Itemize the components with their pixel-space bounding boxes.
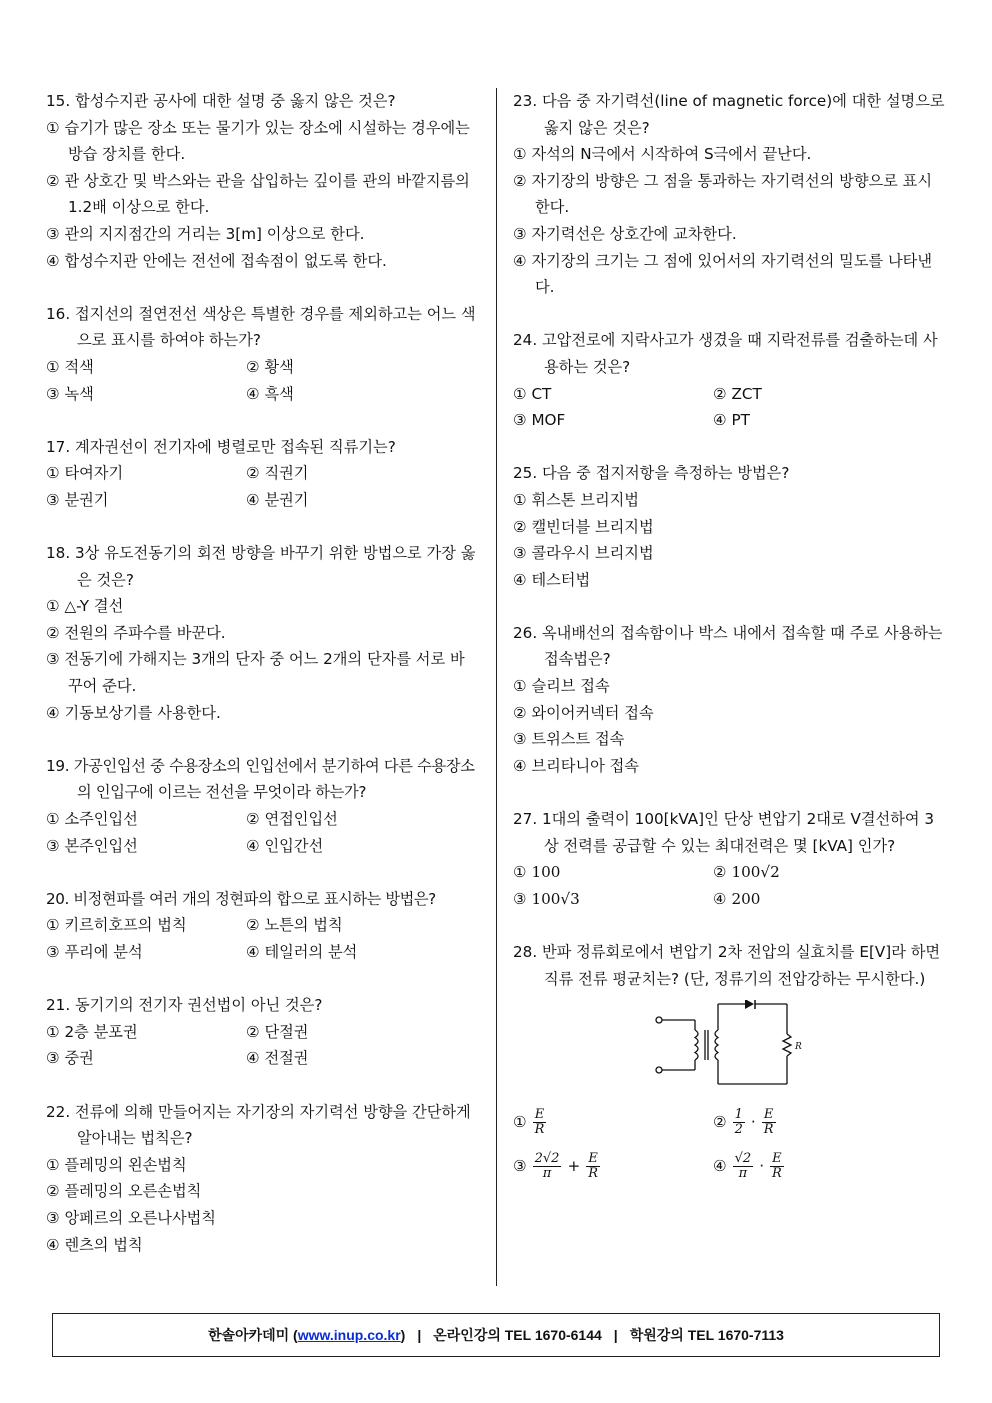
question-23 [513, 88, 945, 301]
question-stem: 27. 1대의 출력이 100[kVA]인 단상 변압기 2대로 V결선하여 3상 전력를 공급할 수 있는 최대전력은 몇 [kVA] 인가? [513, 810, 935, 855]
separator: | [417, 1327, 422, 1343]
option: ② 황색 [246, 357, 294, 376]
offline-phone: 학원강의 TEL 1670-7113 [629, 1327, 784, 1343]
question-17 [46, 434, 478, 514]
option: ② 와이어커넥터 접속 [513, 703, 654, 722]
fraction: $\frac{2√2}{\pi}$ [534, 1150, 560, 1181]
option: ③ 분권기 [46, 490, 109, 509]
academy-name: 한솔아카데미 ( [208, 1327, 298, 1343]
option: ④ 테스터법 [513, 570, 591, 589]
option: ③ 관의 지지점간의 거리는 3[m] 이상으로 한다. [46, 224, 365, 243]
resistor-label: R [795, 1042, 802, 1053]
option: ③ 앙페르의 오른나사법칙 [46, 1208, 216, 1227]
option: ② 단절권 [246, 1022, 309, 1041]
option: ④ $\frac{√2}{\pi}$ · $\frac{E}{R}$ [713, 1150, 782, 1181]
question-21 [46, 992, 478, 1072]
option: ④ 합성수지관 안에는 전선에 접속점이 없도록 한다. [46, 251, 387, 270]
option: ① △-Y 결선 [46, 597, 124, 616]
footer-banner: 한솔아카데미 ( www.inup.co.kr ) | 온라인강의 TEL 1670-6144 | 학원강의 TEL 1670-7113 [52, 1313, 940, 1357]
option: ③ MOF [513, 411, 566, 430]
option: ② ZCT [713, 384, 762, 403]
half-wave-rectifier-circuit-diagram [653, 1000, 803, 1090]
question-stem: 20. 비정현파를 여러 개의 정현파의 합으로 표시하는 방법은? [46, 889, 436, 908]
option: ③ 중권 [46, 1049, 94, 1068]
option: ① 슬리브 접속 [513, 677, 610, 696]
option: ① CT [513, 384, 552, 403]
question-stem: 16. 접지선의 절연전선 색상은 특별한 경우를 제외하고는 어느 색으로 표시를 하여야 하는가? [46, 304, 476, 350]
option: ① 소주인입선 [46, 810, 138, 829]
left-column [46, 88, 478, 1285]
option: ① 적색 [46, 357, 94, 376]
option: ① 타여자기 [46, 464, 124, 483]
question-19 [46, 753, 478, 859]
question-20 [46, 886, 478, 966]
option: ③ 본주인입선 [46, 836, 138, 855]
question-22 [46, 1099, 478, 1259]
option: ④ 브리타니아 접속 [513, 756, 639, 775]
question-26 [513, 620, 945, 780]
option: ③ 100√3 [513, 889, 580, 908]
question-stem: 22. 전류에 의해 만들어지는 자기장의 자기력선 방향을 간단하게 알아내는 법칙은? [46, 1102, 471, 1148]
question-stem: 24. 고압전로에 지락사고가 생겼을 때 지락전류를 검출하는데 사용하는 것은? [513, 331, 938, 376]
question-25 [513, 460, 945, 593]
option: ② 전원의 주파수를 바꾼다. [46, 623, 226, 642]
right-column [513, 88, 945, 1215]
option: ③ 전동기에 가해지는 3개의 단자 중 어느 2개의 단자를 서로 바꾸어 준다. [46, 650, 465, 696]
option: ② 연접인입선 [246, 810, 338, 829]
option: ④ 기동보상기를 사용한다. [46, 703, 221, 722]
option: ④ 테일러의 분석 [246, 943, 358, 961]
option: ④ 200 [713, 889, 761, 908]
option: ② 캘빈더블 브리지법 [513, 517, 654, 536]
option: ④ 인입간선 [246, 836, 324, 855]
question-18 [46, 540, 478, 726]
question-stem: 26. 옥내배선의 접속함이나 박스 내에서 접속할 때 주로 사용하는 접속법은? [513, 623, 943, 669]
question-27 [513, 806, 945, 912]
question-stem: 25. 다음 중 접지저항을 측정하는 방법은? [513, 464, 790, 483]
option: ② $\frac{1}{2}$ · $\frac{E}{R}$ [713, 1106, 774, 1137]
option: ② 노튼의 법칙 [246, 916, 343, 935]
option: ② 100√2 [713, 863, 780, 882]
option: ① 플레밍의 왼손법칙 [46, 1155, 187, 1174]
fraction: $\frac{E}{R}$ [772, 1150, 782, 1181]
option: ④ PT [713, 411, 750, 430]
question-16 [46, 301, 478, 407]
option: ④ 흑색 [246, 384, 294, 403]
question-stem: 19. 가공인입선 중 수용장소의 인입선에서 분기하여 다른 수용장소의 인입구에 이르는 전선을 무엇이라 하는가? [46, 756, 475, 802]
option: ③ 자기력선은 상호간에 교차한다. [513, 224, 737, 243]
question-stem: 28. 반파 정류회로에서 변압기 2차 전압의 실효치를 E[V]라 하면 직류 전류 평균치는? (단, 정류기의 전압강하는 무시한다.) [513, 943, 941, 988]
option: ② 직권기 [246, 464, 309, 483]
option: ③ 콜라우시 브리지법 [513, 544, 654, 563]
question-15 [46, 88, 478, 274]
question-stem: 18. 3상 유도전동기의 회전 방향을 바꾸기 위한 방법으로 가장 옳은 것은? [46, 544, 476, 589]
option: ③ $\frac{2√2}{\pi}$ + $\frac{E}{R}$ [513, 1150, 598, 1181]
question-stem: 23. 다음 중 자기력선(line of magnetic force)에 대한 설명으로 옳지 않은 것은? [513, 92, 945, 137]
option: ① $\frac{E}{R}$ [513, 1106, 545, 1137]
option: ① 키르히호프의 법칙 [46, 916, 187, 935]
option: ④ 분권기 [246, 490, 309, 509]
option: ② 플레밍의 오른손법칙 [46, 1182, 202, 1201]
fraction: $\frac{E}{R}$ [588, 1150, 598, 1181]
option: ③ 녹색 [46, 384, 94, 403]
option: ② 자기장의 방향은 그 점을 통과하는 자기력선의 방향으로 표시한다. [513, 171, 933, 217]
website-link[interactable]: www.inup.co.kr [297, 1327, 401, 1343]
fraction: $\frac{1}{2}$ [734, 1106, 743, 1137]
question-stem: 15. 합성수지관 공사에 대한 설명 중 옳지 않은 것은? [46, 92, 396, 110]
question-28 [513, 939, 945, 1188]
option: ③ 푸리에 분석 [46, 943, 143, 961]
option: ① 2층 분포권 [46, 1022, 138, 1041]
diode-icon [745, 1000, 754, 1009]
question-stem: 21. 동기기의 전기자 권선법이 아닌 것은? [46, 996, 323, 1015]
option: ① 자석의 N극에서 시작하여 S극에서 끝난다. [513, 145, 812, 164]
separator: | [613, 1327, 618, 1343]
option: ④ 자기장의 크기는 그 점에 있어서의 자기력선의 밀도를 나타낸다. [513, 251, 933, 297]
option: ② 관 상호간 및 박스와는 관을 삽입하는 깊이를 관의 바깥지름의 1.2배 이상으로 한다. [46, 171, 470, 217]
question-stem: 17. 계자권선이 전기자에 병렬로만 접속된 직류기는? [46, 437, 396, 456]
fraction: $\frac{E}{R}$ [534, 1106, 545, 1137]
question-24 [513, 327, 945, 433]
option: ④ 렌츠의 법칙 [46, 1235, 143, 1254]
option: ① 100 [513, 863, 561, 882]
option: ① 습기가 많은 장소 또는 물기가 있는 장소에 시설하는 경우에는 방습 장치를 한다. [46, 118, 470, 164]
option: ④ 전절권 [246, 1049, 309, 1068]
option: ① 휘스톤 브리지법 [513, 490, 639, 509]
fraction: $\frac{√2}{\pi}$ [734, 1150, 752, 1181]
option: ③ 트위스트 접속 [513, 730, 625, 749]
online-phone: 온라인강의 TEL 1670-6144 [433, 1327, 602, 1343]
column-divider [496, 88, 497, 1286]
fraction: $\frac{E}{R}$ [763, 1106, 774, 1137]
